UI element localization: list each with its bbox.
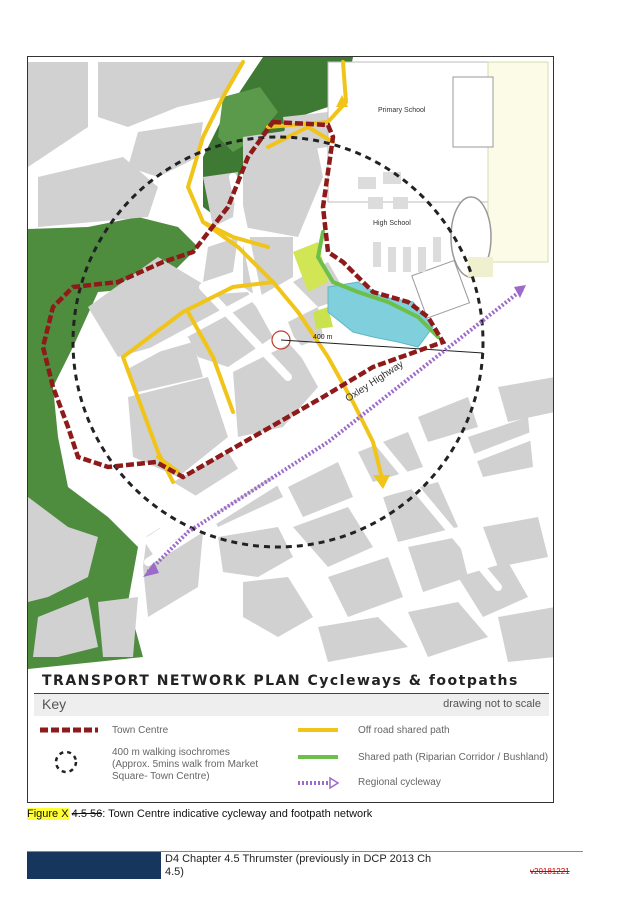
key-heading: Key [42,696,67,712]
title-bar [34,671,549,694]
footer-version: v20181221 [530,867,570,876]
legend-isochrome-symbol [56,752,76,772]
transport-map [28,57,554,669]
caption-figure-number: Figure X [27,808,69,820]
map-figure [27,56,554,803]
distance-label: 400 m [313,334,333,341]
legend-town-centre-label: Town Centre [112,725,169,736]
high-school-label: High School [373,220,411,227]
caption-text: : Town Centre indicative cycleway and footpath network [102,808,373,820]
caption-struck-number: 4.5 56 [71,808,103,820]
footer-line-2: 4.5) [165,866,184,878]
legend-cycleway-arrow-icon [330,778,338,788]
footer-chapter [165,853,465,879]
key-header [34,694,549,716]
tennis-courts [468,257,493,277]
scale-note: drawing not to scale [443,698,541,710]
highway-label: Oxley Highway [343,358,406,405]
legend-regional-cycleway-label: Regional cycleway [358,777,441,788]
oval-field [453,77,493,147]
legend-offroad-label: Off road shared path [358,725,450,736]
legend-isochrome-label: 400 m walking isochromes (Approx. 5mins walk from Market Square- Town Centre) [112,747,259,782]
footer-color-block [27,852,161,879]
primary-school-label: Primary School [378,107,426,114]
figure-caption [27,808,372,820]
footer-line-1: D4 Chapter 4.5 Thrumster (previously in DCP 2013 Ch [165,853,432,865]
legend-shared-path-label: Shared path (Riparian Corridor / Bushland) [358,752,549,763]
sports-field-area [488,62,548,262]
map-title: TRANSPORT NETWORK PLAN Cycleways & footpaths [42,673,519,689]
